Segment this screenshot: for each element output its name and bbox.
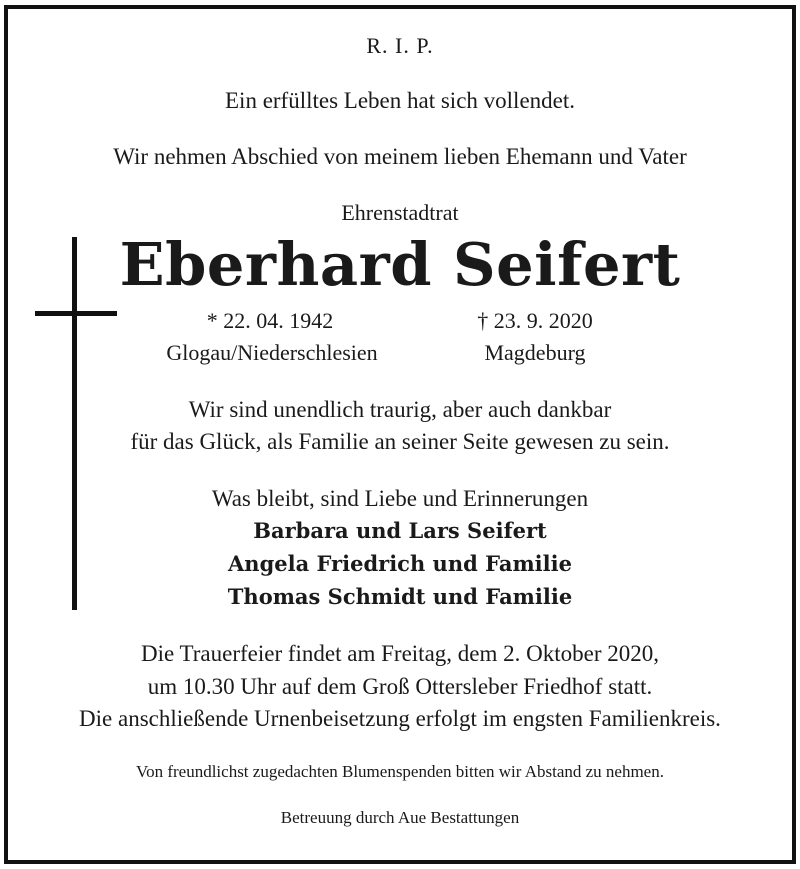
cross-icon-bar [35,311,117,316]
honorary-title: Ehrenstadtrat [341,200,459,225]
ceremony-line-3: Die anschließende Urnenbeisetzung erfolgt im engsten Familienkreis. [79,706,721,731]
birth-date: * 22. 04. 1942 [206,308,334,333]
flowers-note: Von freundlichst zugedachten Blumenspenden bitten wir Abstand zu nehmen. [136,762,664,781]
family-member-1: Barbara und Lars Seifert [253,518,547,543]
sentiment-line-1: Wir sind unendlich traurig, aber auch dankbar [188,397,612,422]
family-member-2: Angela Friedrich und Familie [228,551,572,576]
deceased-name: Eberhard Seifert [119,230,681,299]
undertaker-note: Betreuung durch Aue Bestattungen [280,808,520,827]
sentiment-line-2: für das Glück, als Familie an seiner Seite gewesen zu sein. [130,429,670,454]
rip-heading: R. I. P. [366,33,434,58]
ceremony-line-2: um 10.30 Uhr auf dem Groß Ottersleber Friedhof statt. [147,674,653,699]
family-member-3: Thomas Schmidt und Familie [227,584,573,609]
intro-line-1: Ein erfülltes Leben hat sich vollendet. [225,88,575,113]
ceremony-line-1: Die Trauerfeier findet am Freitag, dem 2. Oktober 2020, [140,641,659,666]
death-place: Magdeburg [484,340,586,365]
remembrance-line: Was bleibt, sind Liebe und Erinnerungen [211,486,589,511]
birth-place: Glogau/Niederschlesien [166,340,378,365]
intro-line-2: Wir nehmen Abschied von meinem lieben Ehemann und Vater [113,144,687,169]
death-date: † 23. 9. 2020 [477,308,593,333]
